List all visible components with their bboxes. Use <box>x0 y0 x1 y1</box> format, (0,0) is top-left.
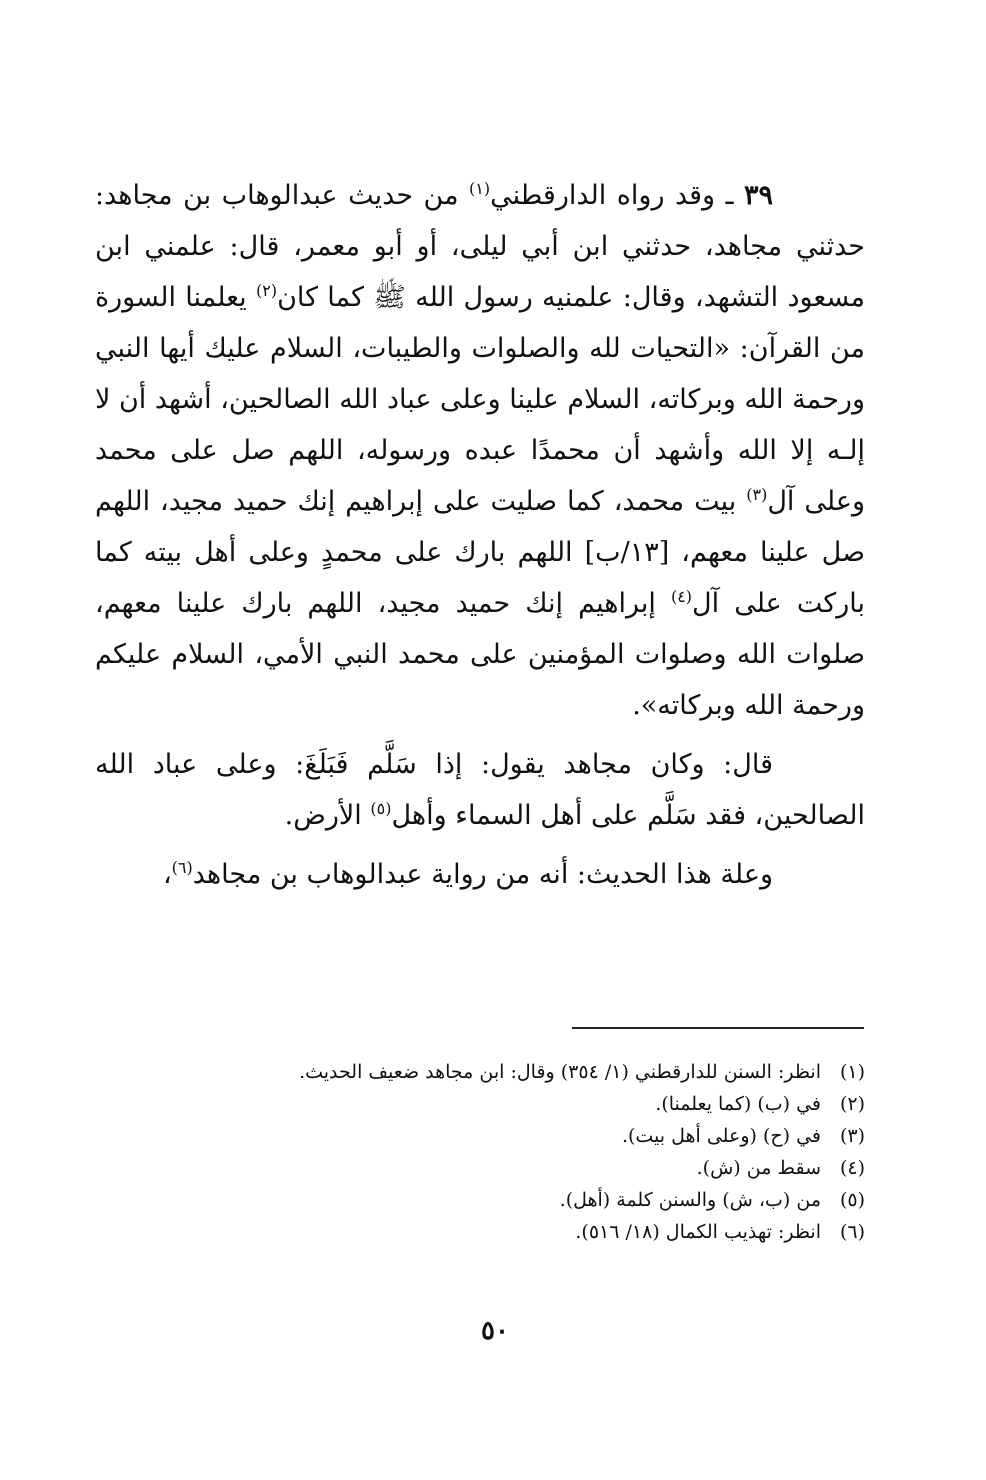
footnote-text: انظر: السنن للدارقطني (١/ ٣٥٤) وقال: ابن مجاهد ضعيف الحديث. <box>299 1061 821 1083</box>
paragraph-text: ـ وقد رواه الدارقطني <box>490 180 744 211</box>
footnotes <box>95 1056 865 1248</box>
footnote-number: (٢) <box>839 1093 865 1115</box>
paragraph-text: من حديث عبدالوهاب بن مجاهد: حدثني مجاهد، حدثني ابن أبي ليلى، أو أبو معمر، قال: علمني ابن مسعود التشهد، وقال: علمنيه رسول الله ﷺ كما كان <box>95 180 865 313</box>
footnote-2 <box>95 1088 865 1120</box>
footnote-5 <box>95 1184 865 1216</box>
paragraph-hadith-defect <box>95 849 865 900</box>
footnote-3 <box>95 1120 865 1152</box>
paragraph-text: وعلة هذا الحديث: أنه من رواية عبدالوهاب بن مجاهد <box>192 859 773 890</box>
footnote-6 <box>95 1216 865 1248</box>
footnote-marker-1: (١) <box>469 179 491 198</box>
footnote-1 <box>95 1056 865 1088</box>
footnote-4 <box>95 1152 865 1184</box>
footnote-number: (٣) <box>839 1125 865 1147</box>
footnote-text: سقط من (ش). <box>696 1157 821 1179</box>
paragraph-39 <box>95 170 865 731</box>
footnote-number: (٦) <box>839 1221 865 1243</box>
paragraph-text: ، <box>162 859 172 890</box>
footnote-number: (١) <box>839 1061 865 1083</box>
footnote-marker-3: (٣) <box>746 485 768 504</box>
item-number: ٣٩ <box>743 180 773 211</box>
footnote-marker-2: (٢) <box>255 281 278 300</box>
footnote-text: من (ب، ش) والسنن كلمة (أهل). <box>559 1189 821 1211</box>
footnote-text: في (ح) (وعلى أهل بيت). <box>621 1125 821 1147</box>
footnote-number: (٤) <box>839 1157 865 1179</box>
paragraph-text: يعلمنا السورة من القرآن: «التحيات لله والصلوات والطيبات، السلام عليك أيها النبي ورحمة الله وبركاته، السلام علينا وعلى عباد الله الصالحين، أشهد أن لا إلـه إلا الله وأشهد أن محمدًا عبده ورسوله، اللهم صل على محمد وعلى آل <box>94 282 865 517</box>
footnote-marker-4: (٤) <box>670 587 693 606</box>
footnote-marker-5: (٥) <box>370 799 392 818</box>
main-text <box>95 170 865 900</box>
footnote-marker-6: (٦) <box>171 858 193 877</box>
footnote-number: (٥) <box>839 1189 865 1211</box>
page-number: ٥٠ <box>481 1316 509 1346</box>
paragraph-text: قال: وكان مجاهد يقول: إذا سَلَّم فَبَلَغَ: وعلى عباد الله الصالحين، فقد سَلَّم على أهل السماء وأهل <box>95 749 865 831</box>
footnote-separator <box>572 1027 864 1029</box>
paragraph-mujahid-quote <box>95 739 865 841</box>
footnote-text: انظر: تهذيب الكمال (١٨/ ٥١٦). <box>575 1221 821 1243</box>
paragraph-text: الأرض. <box>284 800 371 831</box>
paragraph-text: بيت محمد، كما صليت على إبراهيم إنك حميد مجيد، اللهم صل علينا معهم، [١٣/ب] اللهم بارك على محمدٍ وعلى أهل بيته كما باركت على آل <box>95 486 865 619</box>
footnote-text: في (ب) (كما يعلمنا). <box>655 1093 821 1115</box>
paragraph-text: إبراهيم إنك حميد مجيد، اللهم بارك علينا معهم، صلوات الله وصلوات المؤمنين على محمد النبي الأمي، السلام عليكم ورحمة الله وبركاته». <box>95 588 865 721</box>
